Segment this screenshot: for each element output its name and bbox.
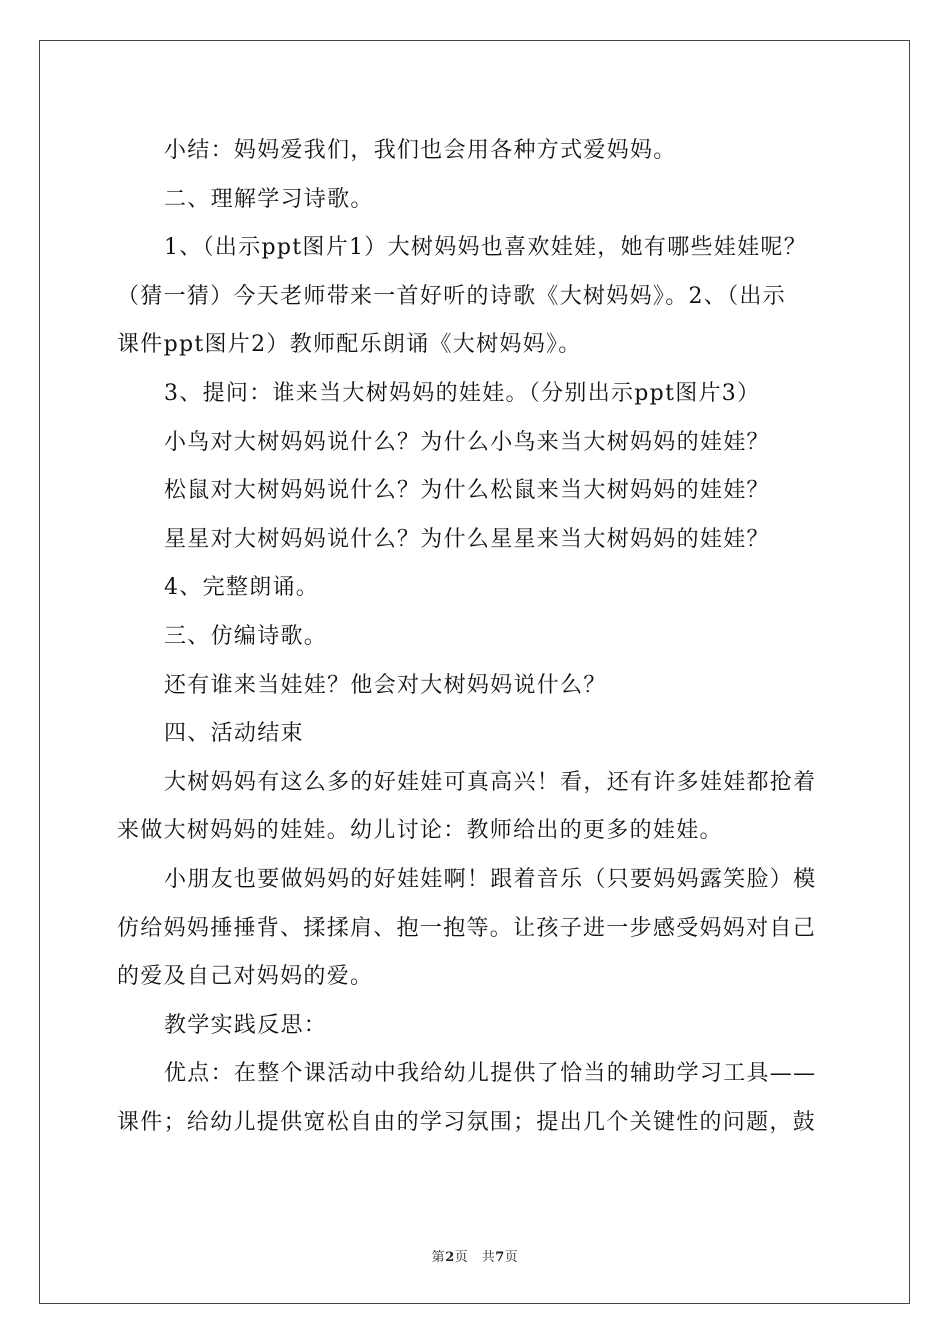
paragraph-line: 松鼠对大树妈妈说什么？为什么松鼠来当大树妈妈的娃娃？ [164,478,770,504]
paragraph-line: 来做大树妈妈的娃娃。幼儿讨论：教师给出的更多的娃娃。 [117,818,723,844]
paragraph-line: 还有谁来当娃娃？他会对大树妈妈说什么？ [164,672,607,698]
section-heading: 三、仿编诗歌。 [164,623,328,649]
paragraph-line: 小结：妈妈爱我们，我们也会用各种方式爱妈妈。 [164,138,677,163]
total-pages: 7 [495,1250,505,1265]
paragraph-line: 仿给妈妈捶捶背、揉揉肩、抱一抱等。让孩子进一步感受妈妈对自己 [117,915,817,941]
paragraph-line: 大树妈妈有这么多的好娃娃可真高兴！看，还有许多娃娃都抢着 [164,769,817,795]
footer-suffix: 页 [504,1250,519,1265]
footer-mid: 页 共 [454,1250,496,1265]
page-footer [0,1246,950,1265]
page-number: 2 [445,1250,455,1265]
paragraph-line: （猜一猜）今天老师带来一首好听的诗歌《大树妈妈》。2、（出示 [117,283,786,309]
paragraph-line: 的爱及自己对妈妈的爱。 [117,964,374,990]
section-heading: 二、理解学习诗歌。 [164,186,374,212]
paragraph-line: 星星对大树妈妈说什么？为什么星星来当大树妈妈的娃娃？ [164,526,770,552]
paragraph-line: 4、完整朗诵。 [164,575,320,601]
paragraph-line: 小鸟对大树妈妈说什么？为什么小鸟来当大树妈妈的娃娃？ [164,429,770,455]
footer-prefix: 第 [431,1250,446,1265]
document-body [117,127,835,1147]
paragraph-line: 1、（出示ppt图片1）大树妈妈也喜欢娃娃，她有哪些娃娃呢？ [164,235,808,261]
paragraph-line: 3、提问：谁来当大树妈妈的娃娃。（分别出示ppt图片3） [164,380,761,406]
paragraph-line: 小朋友也要做妈妈的好娃娃啊！跟着音乐（只要妈妈露笑脸）模 [164,866,817,892]
paragraph-line: 课件ppt图片2）教师配乐朗诵《大树妈妈》。 [117,332,582,358]
paragraph-line: 优点：在整个课活动中我给幼儿提供了恰当的辅助学习工具—— [164,1061,817,1087]
section-heading: 四、活动结束 [164,721,304,747]
paragraph-line: 课件；给幼儿提供宽松自由的学习氛围；提出几个关键性的问题，鼓 [117,1109,817,1135]
section-heading: 教学实践反思： [164,1012,328,1038]
